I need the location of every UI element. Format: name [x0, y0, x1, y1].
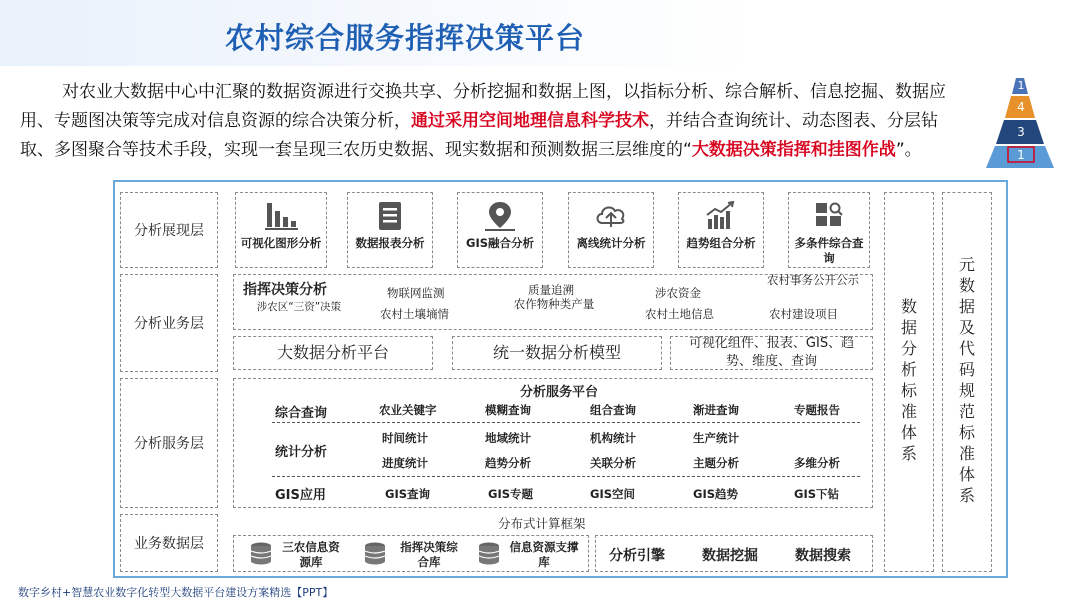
service-row1-item-1: 模糊查询: [485, 403, 531, 417]
service-row1-item-4: 专题报告: [794, 403, 840, 417]
service-row3-item-4: GIS下钻: [794, 487, 840, 501]
layer-business: 分析业务层: [120, 274, 218, 372]
layer-data: 业务数据层: [120, 514, 218, 572]
service-platform-title: 分析服务平台: [520, 385, 599, 400]
grid-search-icon: [810, 199, 848, 233]
card-multi-query[interactable]: [788, 192, 870, 268]
card-trend-analysis-label: 趋势组合分析: [686, 236, 756, 250]
card-report-analysis-label: 数据报表分析: [355, 236, 425, 250]
db-command: 指挥决策综合库: [400, 540, 458, 569]
service-row2-label: 统计分析: [275, 445, 328, 460]
service-row2b-item-2: 关联分析: [590, 456, 636, 470]
layer-presentation: 分析展现层: [120, 192, 218, 268]
metadata-char: 准: [958, 444, 975, 463]
components-box: 可视化组件、报表、GIS、趋势、维度、查询: [670, 336, 873, 370]
metadata-char: 范: [958, 402, 975, 421]
standards-char: 系: [900, 444, 917, 463]
service-row3-item-2: GIS空间: [590, 487, 636, 501]
standards-char: 分: [900, 339, 917, 358]
service-row1-item-0: 农业关键字: [379, 403, 437, 417]
big-data-platform: 大数据分析平台: [233, 336, 433, 370]
business-item-land: 农村土地信息: [645, 307, 714, 321]
intro-text-2: ，并结合查询统计、动态图表、分层钻取、多图聚合等技术手段，实现一套呈现三农历史数据、现实数据和预测数据三层维度的“: [20, 111, 938, 160]
footer-caption: 数字乡村+智慧农业数字化转型大数据平台建设方案精选【PPT】: [18, 586, 334, 599]
service-row3-item-1: GIS专题: [488, 487, 534, 501]
pyramid-level-a: 1: [1017, 79, 1025, 92]
service-divider-1: [272, 422, 860, 423]
intro-text-3: ”。: [895, 140, 922, 160]
command-decision-sub: 涉农区“三资”决策: [256, 301, 342, 313]
standards-text: [899, 297, 919, 463]
intro-highlight-2: 大数据决策指挥和挂图作战: [691, 140, 896, 160]
page-title: 农村综合服务指挥决策平台: [225, 21, 586, 55]
business-item-funds: 涉农资金: [655, 286, 701, 300]
card-multi-query-label: 多条件综合查询: [794, 236, 864, 265]
metadata-char: 标: [958, 423, 975, 442]
pyramid-level-b: 4: [1017, 100, 1025, 114]
business-item-iot: 物联网监测: [387, 286, 445, 300]
metadata-char: 系: [958, 486, 975, 505]
metadata-char: 及: [958, 318, 975, 337]
metadata-char: 数: [958, 276, 975, 295]
service-row2b-item-3: 主题分析: [693, 456, 739, 470]
intro-paragraph: [20, 78, 960, 165]
engine-mining: 数据挖掘: [702, 548, 758, 564]
service-row1-item-2: 组合查询: [590, 403, 636, 417]
card-visual-analysis-label: 可视化图形分析: [240, 236, 322, 250]
unified-analysis-model: 统一数据分析模型: [452, 336, 662, 370]
service-row1-label: 综合查询: [275, 406, 328, 421]
card-trend-analysis[interactable]: [678, 192, 764, 268]
trend-chart-icon: [702, 199, 740, 233]
standards-char: 标: [900, 381, 917, 400]
metadata-char: 体: [958, 465, 975, 484]
service-row3-label: GIS应用: [275, 488, 326, 503]
business-item-affairs: 农村事务公开公示: [767, 273, 859, 287]
service-row3-item-3: GIS趋势: [693, 487, 739, 501]
engine-analysis: 分析引擎: [609, 548, 665, 564]
service-row2b-item-0: 进度统计: [382, 456, 428, 470]
standards-char: 析: [900, 360, 917, 379]
card-offline-statistics[interactable]: [568, 192, 654, 268]
layer-service: 分析服务层: [120, 378, 218, 508]
standards-char: 数: [900, 297, 917, 316]
card-gis-analysis[interactable]: [457, 192, 543, 268]
business-item-trace: 质量追溯: [528, 283, 574, 297]
standards-char: 准: [900, 402, 917, 421]
service-row1-item-3: 渐进查询: [693, 403, 739, 417]
service-row2a-item-2: 机构统计: [590, 431, 636, 445]
metadata-char: 元: [958, 255, 975, 274]
business-item-projects: 农村建设项目: [769, 307, 838, 321]
business-item-crops: 农作物种类产量: [513, 297, 595, 311]
pyramid-level-c: 3: [1017, 125, 1025, 139]
standards-char: 据: [900, 318, 917, 337]
database-icon: [362, 541, 388, 567]
bar-chart-icon: [262, 199, 300, 233]
service-row2a-item-0: 时间统计: [382, 431, 428, 445]
db-sannong: 三农信息资源库: [282, 540, 340, 569]
intro-highlight-1: 通过采用空间地理信息科学技术: [411, 111, 649, 131]
card-visual-analysis[interactable]: [235, 192, 327, 268]
service-row3-item-0: GIS查询: [385, 487, 431, 501]
business-item-soil: 农村土壤墒情: [380, 307, 449, 321]
metadata-char: 规: [958, 381, 975, 400]
report-icon: [371, 199, 409, 233]
service-divider-2: [272, 476, 860, 477]
service-row2a-item-3: 生产统计: [693, 431, 739, 445]
service-row2b-item-1: 趋势分析: [485, 456, 531, 470]
card-offline-statistics-label: 离线统计分析: [576, 236, 646, 250]
command-decision-title: 指挥决策分析: [243, 282, 327, 298]
intro-text-1: 对农业大数据中心中汇聚的数据资源进行交换共享、分析挖掘和数据上图，以指标分析、综合解析、信息挖掘、数据应用、专题图决策等完成对信息资源的综合决策分析，: [20, 82, 946, 131]
db-support: 信息资源支撑库: [509, 540, 579, 569]
service-row2a-item-1: 地域统计: [485, 431, 531, 445]
metadata-char: 码: [958, 360, 975, 379]
standards-char: 体: [900, 423, 917, 442]
card-report-analysis[interactable]: [347, 192, 433, 268]
metadata-char: 代: [958, 339, 975, 358]
cloud-upload-icon: [592, 199, 630, 233]
database-icon: [476, 541, 502, 567]
distributed-framework: 分布式计算框架: [498, 516, 586, 531]
service-row2b-item-4: 多维分析: [794, 456, 840, 470]
metadata-text: [957, 255, 977, 505]
metadata-char: 据: [958, 297, 975, 316]
engine-search: 数据搜索: [795, 548, 851, 564]
pyramid-level-d: 1: [1017, 148, 1025, 162]
map-pin-icon: [481, 199, 519, 233]
card-gis-analysis-label: GIS融合分析: [466, 236, 534, 250]
database-icon: [248, 541, 274, 567]
pyramid-graphic: [968, 70, 1076, 170]
